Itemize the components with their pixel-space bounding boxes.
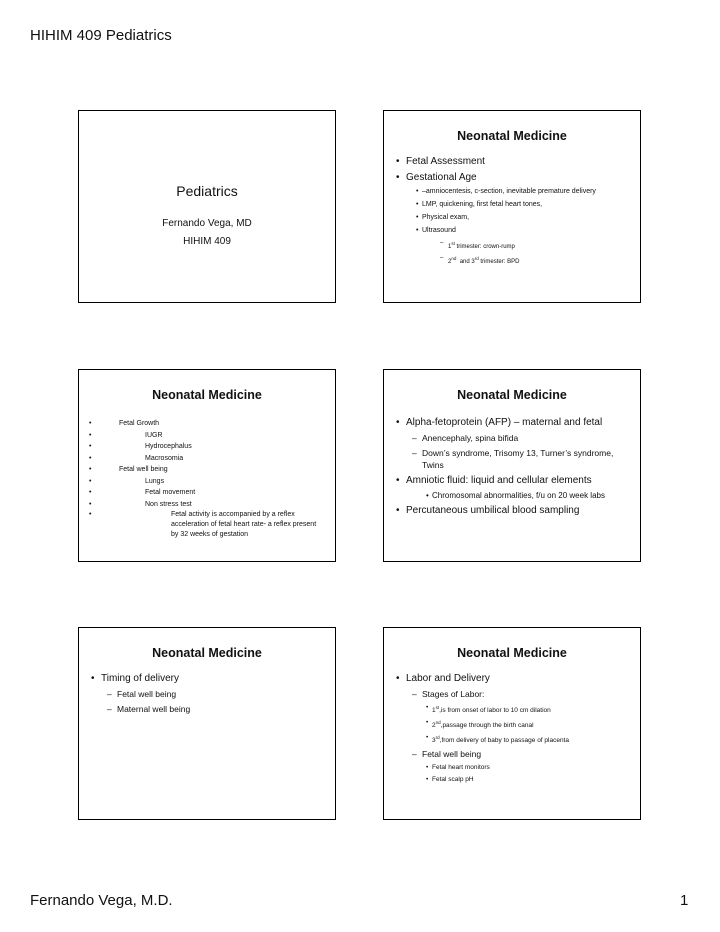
- slide-1: [78, 110, 336, 303]
- slide-6: [383, 627, 641, 820]
- non-stress-test: • Non stress test: [79, 499, 335, 511]
- fetal-growth: • Fetal Growth: [79, 418, 335, 430]
- txt: 2: [448, 259, 452, 265]
- sup: nd: [435, 720, 441, 726]
- sub-physical-exam: • Physical exam,: [384, 213, 640, 223]
- fetal-scalp-ph: • Fetal scalp pH: [384, 775, 640, 784]
- slide-3-title: Neonatal Medicine: [152, 388, 262, 402]
- bullet-gestational-age: • Gestational Age: [384, 171, 640, 185]
- bullet-timing: • Timing of delivery: [79, 672, 335, 686]
- txt: ,passage through the birth canal: [440, 722, 534, 730]
- sub-chromosomal: • Chromosomal abnormalities, f/u on 20 week labs: [384, 490, 640, 501]
- slide-1-course: HIHIM 409: [183, 236, 231, 247]
- slide-1-title: Pediatrics: [176, 183, 238, 199]
- bullet-pubs: • Percutaneous umbilical blood sampling: [384, 504, 640, 518]
- sub-maternal-well-being: – Maternal well being: [79, 703, 335, 715]
- footer-author: Fernando Vega, M.D.: [30, 892, 173, 909]
- iugr: • IUGR: [79, 430, 335, 442]
- sup: nd: [451, 256, 457, 261]
- slide-1-author: Fernando Vega, MD: [162, 218, 252, 229]
- txt: 1: [432, 707, 436, 715]
- hydrocephalus: • Hydrocephalus: [79, 441, 335, 453]
- slide-5-title: Neonatal Medicine: [152, 646, 262, 660]
- txt: ,is from onset of labor to 10 cm dilation: [439, 707, 551, 715]
- fetal-well-being: • Fetal well being: [79, 464, 335, 476]
- macrosomia: • Macrosomia: [79, 453, 335, 465]
- slide-5: [78, 627, 336, 820]
- fetal-heart-monitors: • Fetal heart monitors: [384, 763, 640, 772]
- sub-first-trimester: [384, 239, 640, 252]
- stage-1: [384, 703, 640, 715]
- sub-ultrasound: • Ultrasound: [384, 226, 640, 236]
- txt: 2: [432, 722, 436, 730]
- sub-lmp: • LMP, quickening, first fetal heart tones,: [384, 200, 640, 210]
- txt: ,from delivery of baby to passage of placenta: [439, 737, 569, 745]
- slide-4-title: Neonatal Medicine: [457, 388, 567, 402]
- slide-2-title: Neonatal Medicine: [457, 129, 567, 143]
- slide-3: [78, 369, 336, 562]
- slide-2: [383, 110, 641, 303]
- sup: rd: [435, 735, 440, 741]
- sub-second-third-trimester: [384, 254, 640, 267]
- sub-fetal-well-being: – Fetal well being: [384, 748, 640, 760]
- stage-2: [384, 718, 640, 730]
- slide-4: [383, 369, 641, 562]
- txt: 3: [432, 737, 436, 745]
- sub-fetal-well-being: – Fetal well being: [79, 688, 335, 700]
- sup: st: [435, 705, 440, 710]
- page-number: 1: [680, 892, 689, 909]
- slide-6-title: Neonatal Medicine: [457, 646, 567, 660]
- bullet-afp: • Alpha-fetoprotein (AFP) – maternal and fetal: [384, 416, 640, 430]
- txt: and 3: [456, 259, 475, 265]
- stage-3: [384, 733, 640, 745]
- bullet-labor: • Labor and Delivery: [384, 672, 640, 686]
- txt: 1: [448, 244, 452, 250]
- bullet-amniotic-fluid: • Amniotic fluid: liquid and cellular elements: [384, 474, 640, 488]
- txt: trimester: BPD: [478, 259, 520, 265]
- sub-stages: – Stages of Labor:: [384, 688, 640, 700]
- page-header: HIHIM 409 Pediatrics: [30, 27, 172, 44]
- bullet-fetal-assessment: • Fetal Assessment: [384, 155, 640, 169]
- fetal-movement: • Fetal movement: [79, 487, 335, 499]
- sup: rd: [474, 256, 479, 261]
- sub-anencephaly: – Anencephaly, spina bifida: [384, 432, 640, 444]
- lungs: • Lungs: [79, 476, 335, 488]
- sub-downs: – Down’s syndrome, Trisomy 13, Turner’s syndrome, Twins: [384, 447, 640, 471]
- sup: st: [451, 241, 455, 246]
- txt: trimester: crown-rump: [454, 244, 515, 250]
- fetal-activity-note: • Fetal activity is accompanied by a reflex acceleration of fetal heart rate- a reflex present by 32 weeks of gestation: [79, 510, 335, 540]
- sub-amniocentesis: • –amniocentesis, c-section, inevitable premature delivery: [384, 187, 640, 197]
